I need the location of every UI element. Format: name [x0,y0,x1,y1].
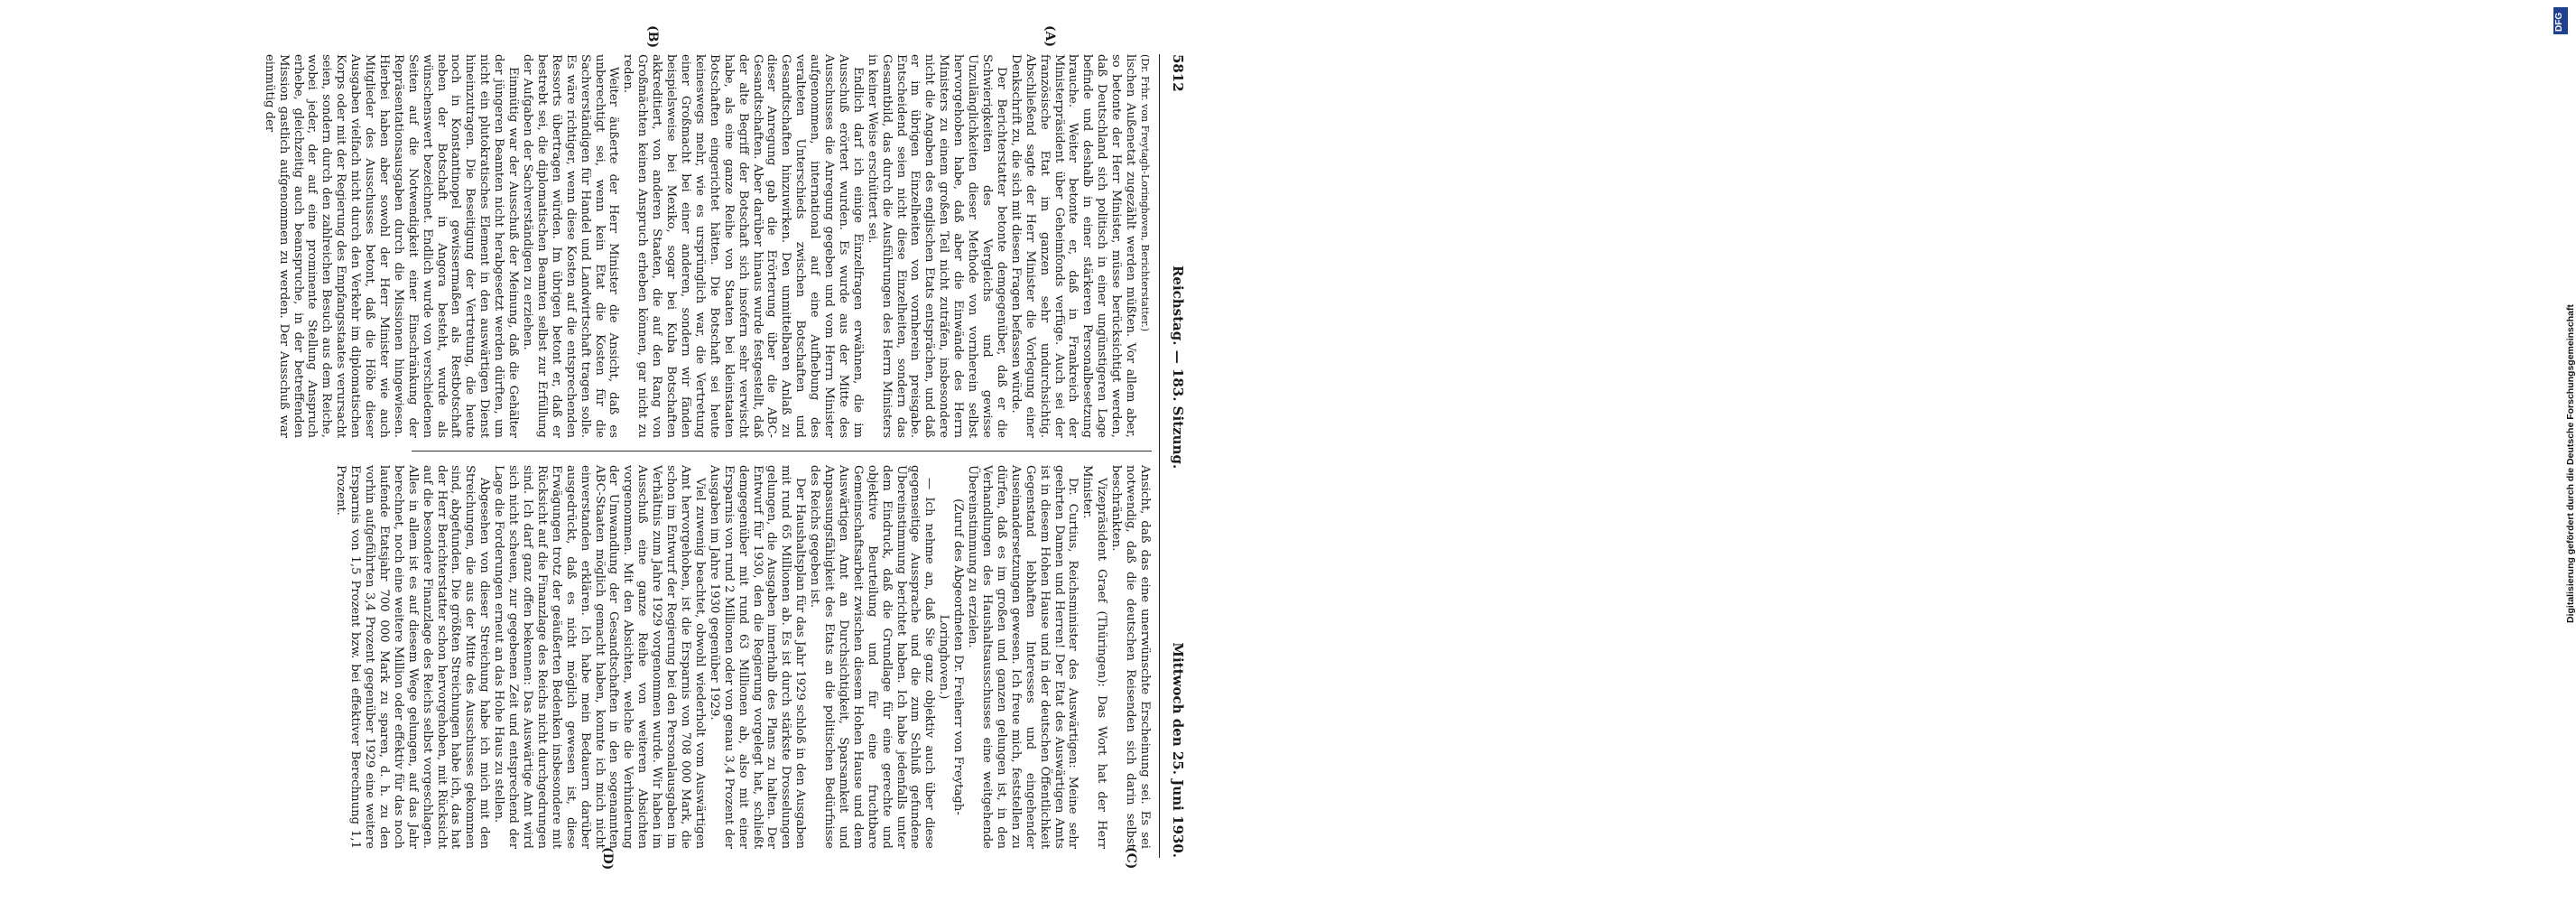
paragraph: Einmütig war der Ausschuß der Meinung, daß die Gehälter der jüngeren Beamten nicht herabgesetzt werden dürften, um nicht ein plutokratisches Element in den auswärtigen Dienst hineinzutragen. Die Beseitigung der Vertretung, die heute noch in Konstantinopel gewissermaßen als Restbotschaft neben der Botschaft in Angora besteht, wurde als wünschenswert bezeichnet. Endlich wurde von verschiedenen Seiten auf die Notwendigkeit einer Einschränkung der Repräsentationsausgaben durch die Missionen hingewiesen. Hierbei haben aber sowohl der Herr Minister wie auch Mitglieder des Ausschusses betont, daß die Höhe dieser Ausgaben vielfach nicht durch den Verkehr im diplomatischen Korps oder mit der Regierung des Empfangsstaates verursacht seien, sondern durch den zahlreichen Besuch aus dem Reiche, wobei jeder, der auf eine prominente Stellung Anspruch erhebe, gleichzeitig auch beanspruche, in der betreffenden Mission gastlich aufgenommen zu werden. Der Ausschuß war einmütig der [262,54,521,438]
paragraph: — Ich nehme an, daß Sie ganz objektiv auch über diese gegenseitige Aussprache und die zum Schluß gefundene Übereinstimmung berichtet haben. Ich habe jedenfalls unter dem Eindruck, daß die Grundlage für eine gerechte und objektive Beurteilung und für eine fruchtbare Gemeinschaftsarbeit zwischen diesem Hohen Hause und dem Auswärtigen Amt an Durchsichtigkeit, Sparsamkeit und Anpassungsfähigkeit des Etats an die politischen Bedürfnisse des Reichs gegeben ist. [808,465,937,849]
paragraph: Ansicht, daß das eine unerwünschte Erscheinung sei. Es sei notwendig, daß die deutschen Reisenden sich darin selbst beschränkten. [1109,465,1152,849]
header-rule [1159,54,1160,858]
paragraph: Vizepräsident Graef (Thüringen): Das Wort hat der Herr Minister. [1080,465,1109,849]
paragraph: Der Haushaltsplan für das Jahr 1929 schloß in den Ausgaben mit rund 65 Millionen ab. Es ist durch stärkste Drosselungen gelungen, die Ausgaben innerhalb des Plans zu halten. Der Entwurf für 1930, den die Regierung vorgelegt hat, schließt demgegenüber mit rund 63 Millionen ab, also mit einer Ersparnis von rund 2 Millionen oder von genau 3,4 Prozent der Ausgaben im Jahre 1930 gegenüber 1929. [707,465,808,849]
paragraph: Viel zuwenig beachtet, obwohl wiederholt vom Auswärtigen Amt hervorgehoben, ist die Ersparnis von 708 000 Mark, die schon im Entwurf der Regierung bei den Personalausgaben im Verhältnis zum Jahre 1929 vorgenommen wurde. Wir haben im Ausschuß eine ganze Reihe von weiteren Absichten vorgenommen. Mit den Absichten, welche die Verhinderung der Umwandlung der Gesandtschaften in den sogenannten ABC-Staaten möglich gemacht haben, konnte ich mich nicht einverstanden erklären. Ich habe mein Bedauern darüber ausgedrückt, daß es nicht möglich gewesen ist, diese Erwägungen trotz der geäußerten Bedenken insbesondere mit Rücksicht auf die Finanzlage des Reichs nicht durchgedrungen sind. Ich darf ganz offen bekennen: Das Auswärtige Amt wird sich nicht scheuen, zur gegebenen Zeit und entsprechend der Lage die Forderungen erneut an das Hohe Haus zu stellen. [492,465,707,849]
column-divider [412,451,1152,452]
margin-marker-c: (C) [1124,847,1138,870]
paragraph: Endlich darf ich einige Einzelfragen erwähnen, die im Ausschuß erörtert wurden. Es wurde aus der Mitte des Ausschusses die Anregung gegeben und vom Herrn Minister aufgenommen, international auf eine Aufhebung des veralteten Unterschieds zwischen Botschaften und Gesandtschaften hinzuwirken. Den unmittelbaren Anlaß zu dieser Anregung gab die Erörterung über die ABC-Gesandtschaften. Aber darüber hinaus wurde festgestellt, daß der alte Begriff der Botschaft sich insofern sehr verwischt habe, als eine ganze Reihe von Staaten bei kleinstaaten Botschaften eingerichtet hätten. Die Botschaft sei heute keineswegs mehr, wie es ursprünglich war, die Vertretung einer Großmacht bei einer anderen, sondern wir fänden beispielsweise bei Mexiko, sogar bei Kuba Botschaften akkreditiert, von anderen Staaten, die auf den Rang von Großmächten keinen Anspruch erheben können, gar nicht zu reden. [621,54,865,438]
session-date: Mittwoch den 25. Juni 1930. [1170,642,1186,858]
dfg-side-strip [1274,0,2576,903]
right-column [333,465,1152,849]
dfg-credit-text: Digitalisierung gefördert durch die Deutsche Forschungsgemeinschaft [2565,304,2576,623]
paragraph: lischen Außenetat zugezählt werden müßten. Vor allem aber, so betonte der Herr Minister, müsse berücksichtigt werden, daß Deutschland sich politisch in einer ungünstigeren Lage befinde und deshalb in einer stärkeren Personalbesetzung brauche. Weiter betonte er, daß in Frankreich der Ministerpräsident über Geheimfonds verfüge. Auch sei der französische Etat im ganzen sehr undurchsichtig. Abschließend sagte der Herr Minister die Vorlegung einer Denkschrift zu, die sich mit diesen Fragen befassen würde. [1008,54,1138,438]
page-number: 5812 [1170,54,1186,92]
paragraph: Der Berichterstatter betonte demgegenüber, daß er die Schwierigkeiten des Vergleichs und gewisse Unzulänglichkeiten dieser Methode von vornherein selbst hervorgehoben habe, daß aber die Einwände des Herrn Ministers zu einem großen Teil nicht zuträfen, insbesondere nicht die Angaben des englischen Etats entsprächen, und daß er im übrigen Einzelheiten von vornherein preisgabe. Entscheidend seien nicht diese Einzelheiten, sondern das Gesamtbild, das durch die Ausführungen des Herrn Ministers in keiner Weise erschüttert sei. [865,54,1008,438]
dfg-logo [2553,7,2568,34]
margin-marker-a: (A) [1042,25,1057,48]
speaker-note: (Dr. Frhr. von Freytagh-Loringhoven, Berichterstatter.) [1139,54,1151,331]
session-title: Reichstag. — 183. Sitzung. [1170,265,1186,470]
margin-marker-d: (D) [600,847,615,870]
left-column [262,54,1152,438]
paragraph: Abgesehen von dieser Streichung habe ich mich mit den Streichungen, die aus der Mitte des Ausschusses gekommen sind, abgefunden. Die größten Streichungen habe ich, das hat der Herr Berichterstatter schon hervorgehoben, mit Rücksicht auf die besondere Finanzlage des Reichs selbst vorgeschlagen. Alles in allem ist es auf diesem Wege gelungen, auf das Jahr berechnet, noch eine weitere Million oder effektiv für das noch laufende Etatsjahr 700 000 Mark zu sparen, d. h. zu den vorhin aufgeführten 3,4 Prozent gegenüber 1929 eine weitere Ersparnis von 1,5 Prozent bzw. bei effektiver Berechnung 1,1 Prozent. [334,465,492,849]
paragraph: Weiter äußerte der Herr Minister die Ansicht, daß es unberechtigt sei, wenn kein Etat die Kosten für die Sachverständigen für Handel und Landwirtschaft tragen solle. Es wäre richtiger, wenn diese Kosten auf die entsprechenden Ressorts übertragen würden. Im übrigen betont er, daß er bestrebt sei, die diplomatischen Beamten selbst zur Erfüllung der Aufgaben der Sachverständigen zu erziehen. [521,54,621,438]
interjection: (Zuruf des Abgeordneten Dr. Freiherr von Freytagh-Loringhoven.) [937,498,966,815]
margin-marker-b: (B) [645,25,660,49]
paragraph: Dr. Curtius, Reichsminister des Auswärtigen: Meine sehr geehrten Damen und Herren! Der Etat des Auswärtigen Amts ist in diesem Hohen Hause und in der deutschen Öffentlichkeit Gegenstand lebhaften Interesses und eingehender Auseinandersetzungen gewesen. Ich freue mich, feststellen zu dürfen, daß es im großen und ganzen gelungen ist, in den Verhandlungen des Haushaltsausschusses eine weitgehende Übereinstimmung zu erzielen. [966,465,1080,849]
running-head [1164,54,1184,858]
dfg-logo-text: DFG [2554,12,2564,32]
scanned-page [0,0,1264,903]
document-page [18,18,1191,885]
